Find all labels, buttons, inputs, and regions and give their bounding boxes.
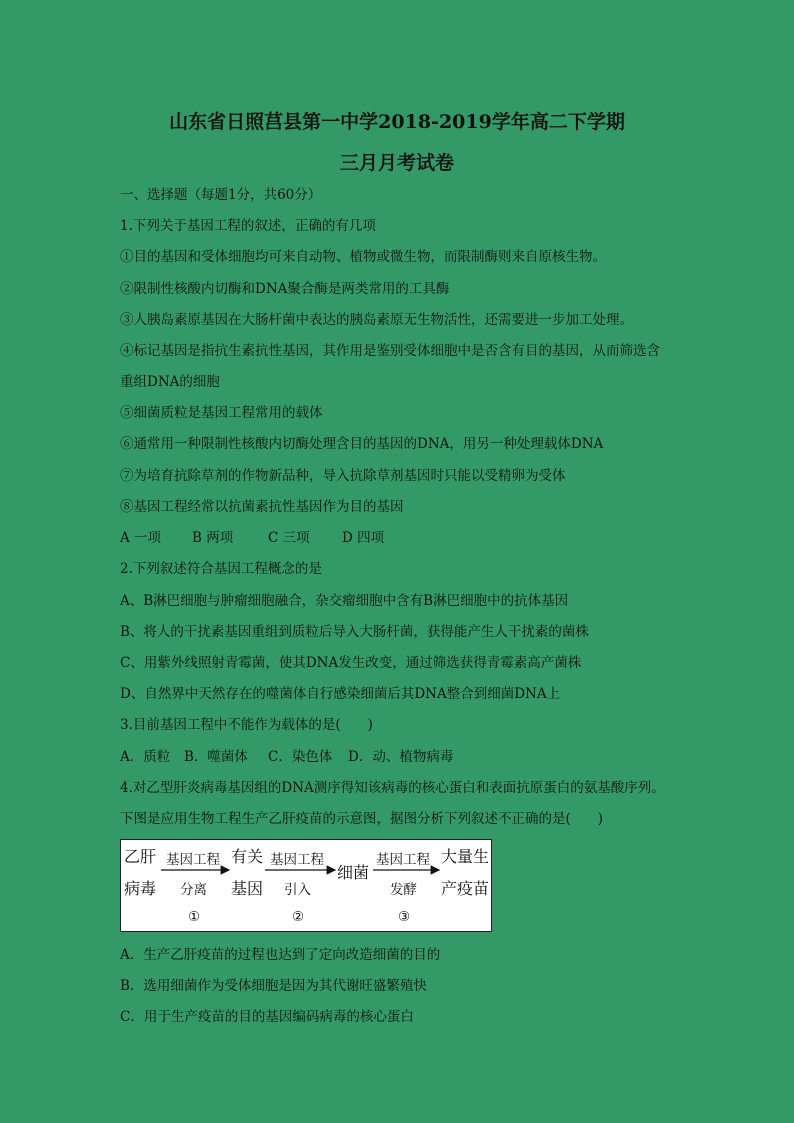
q4-option-a[interactable]: A．生产乙肝疫苗的过程也达到了定向改造细菌的目的 bbox=[120, 947, 441, 963]
q1-option-b[interactable]: B 两项 bbox=[192, 530, 234, 546]
q1-item: ②限制性核酸内切酶和DNA聚合酶是两类常用的工具酶 bbox=[120, 281, 450, 297]
diagram-result-top: 大量生 bbox=[441, 847, 490, 866]
q2-option-a[interactable]: A、B淋巴细胞与肿瘤细胞融合，杂交瘤细胞中含有B淋巴细胞中的抗体基因 bbox=[120, 593, 569, 609]
q4-option-b[interactable]: B．选用细菌作为受体细胞是因为其代谢旺盛繁殖快 bbox=[120, 978, 427, 994]
diagram-source-top: 乙肝 bbox=[124, 847, 157, 866]
q2-option-d[interactable]: D、自然界中天然存在的噬菌体自行感染细菌后其DNA整合到细菌DNA上 bbox=[120, 686, 561, 702]
q1-stem: 1.下列关于基因工程的叙述，正确的有几项 bbox=[120, 218, 376, 234]
q2-stem: 2.下列叙述符合基因工程概念的是 bbox=[120, 561, 322, 577]
q3-option-b[interactable]: B．噬菌体 bbox=[184, 749, 248, 765]
vaccine-process-diagram bbox=[120, 839, 492, 932]
section-heading: 一、选择题（每题1分，共60分） bbox=[120, 187, 322, 203]
diagram-source-bottom: 病毒 bbox=[124, 879, 157, 898]
diagram-step3-bottom: 发酵 bbox=[390, 882, 417, 898]
diagram-step2-top: 基因工程 bbox=[270, 852, 324, 868]
q3-options bbox=[120, 748, 453, 766]
exam-title-line2: 三月月考试卷 bbox=[339, 152, 454, 174]
q3-option-d[interactable]: D．动、植物病毒 bbox=[348, 749, 454, 765]
q4-option-c[interactable]: C．用于生产疫苗的目的基因编码病毒的核心蛋白 bbox=[120, 1009, 414, 1025]
q1-item: ⑧基因工程经常以抗菌素抗性基因作为目的基因 bbox=[120, 499, 404, 515]
diagram-step1-bottom: 分离 bbox=[180, 882, 207, 898]
q1-item: ⑤细菌质粒是基因工程常用的载体 bbox=[120, 405, 323, 421]
q4-stem-line2: 下图是应用生物工程生产乙肝疫苗的示意图，据图分析下列叙述不正确的是( ) bbox=[120, 811, 604, 827]
q2-option-c[interactable]: C、用紫外线照射青霉菌，使其DNA发生改变，通过筛选获得青霉素高产菌株 bbox=[120, 655, 582, 671]
diagram-mid1-top: 有关 bbox=[231, 847, 264, 866]
q3-stem: 3.目前基因工程中不能作为载体的是( ) bbox=[120, 717, 373, 733]
q1-options bbox=[120, 529, 384, 547]
diagram-mid2: 细菌 bbox=[337, 863, 370, 882]
diagram-result-bottom: 产疫苗 bbox=[441, 879, 490, 898]
q3-option-a[interactable]: A．质粒 bbox=[120, 749, 171, 765]
q1-item: ⑥通常用一种限制性核酸内切酶处理含目的基因的DNA，用另一种处理载体DNA bbox=[120, 436, 604, 452]
diagram-step3-top: 基因工程 bbox=[376, 852, 430, 868]
diagram-step2-bottom: 引入 bbox=[284, 882, 311, 898]
q1-item: ①目的基因和受体细胞均可来自动物、植物或微生物，而限制酶则来自原核生物。 bbox=[120, 249, 606, 265]
q1-item: 重组DNA的细胞 bbox=[120, 374, 220, 390]
diagram-step3-number: ③ bbox=[398, 909, 411, 925]
q4-stem-line1: 4.对乙型肝炎病毒基因组的DNA测序得知该病毒的核心蛋白和表面抗原蛋白的氨基酸序列。 bbox=[120, 780, 665, 796]
q1-item: ③人胰岛素原基因在大肠杆菌中表达的胰岛素原无生物活性，还需要进一步加工处理。 bbox=[120, 312, 633, 328]
q1-item: ⑦为培育抗除草剂的作物新品种，导入抗除草剂基因时只能以受精卵为受体 bbox=[120, 468, 566, 484]
q1-item: ④标记基因是指抗生素抗性基因，其作用是鉴别受体细胞中是否含有目的基因，从而筛选含 bbox=[120, 343, 660, 359]
diagram-step2-number: ② bbox=[292, 909, 305, 925]
q1-option-d[interactable]: D 四项 bbox=[342, 530, 385, 546]
q3-option-c[interactable]: C．染色体 bbox=[268, 749, 333, 765]
q1-option-c[interactable]: C 三项 bbox=[268, 530, 310, 546]
diagram-mid1-bottom: 基因 bbox=[231, 879, 264, 898]
q1-option-a[interactable]: A 一项 bbox=[120, 530, 162, 546]
q2-option-b[interactable]: B、将人的干扰素基因重组到质粒后导入大肠杆菌，获得能产生人干扰素的菌株 bbox=[120, 624, 589, 640]
diagram-step1-number: ① bbox=[188, 909, 201, 925]
diagram-step1-top: 基因工程 bbox=[166, 852, 220, 868]
exam-title-line1: 山东省日照莒县第一中学2018-2019学年高二下学期 bbox=[169, 111, 625, 133]
